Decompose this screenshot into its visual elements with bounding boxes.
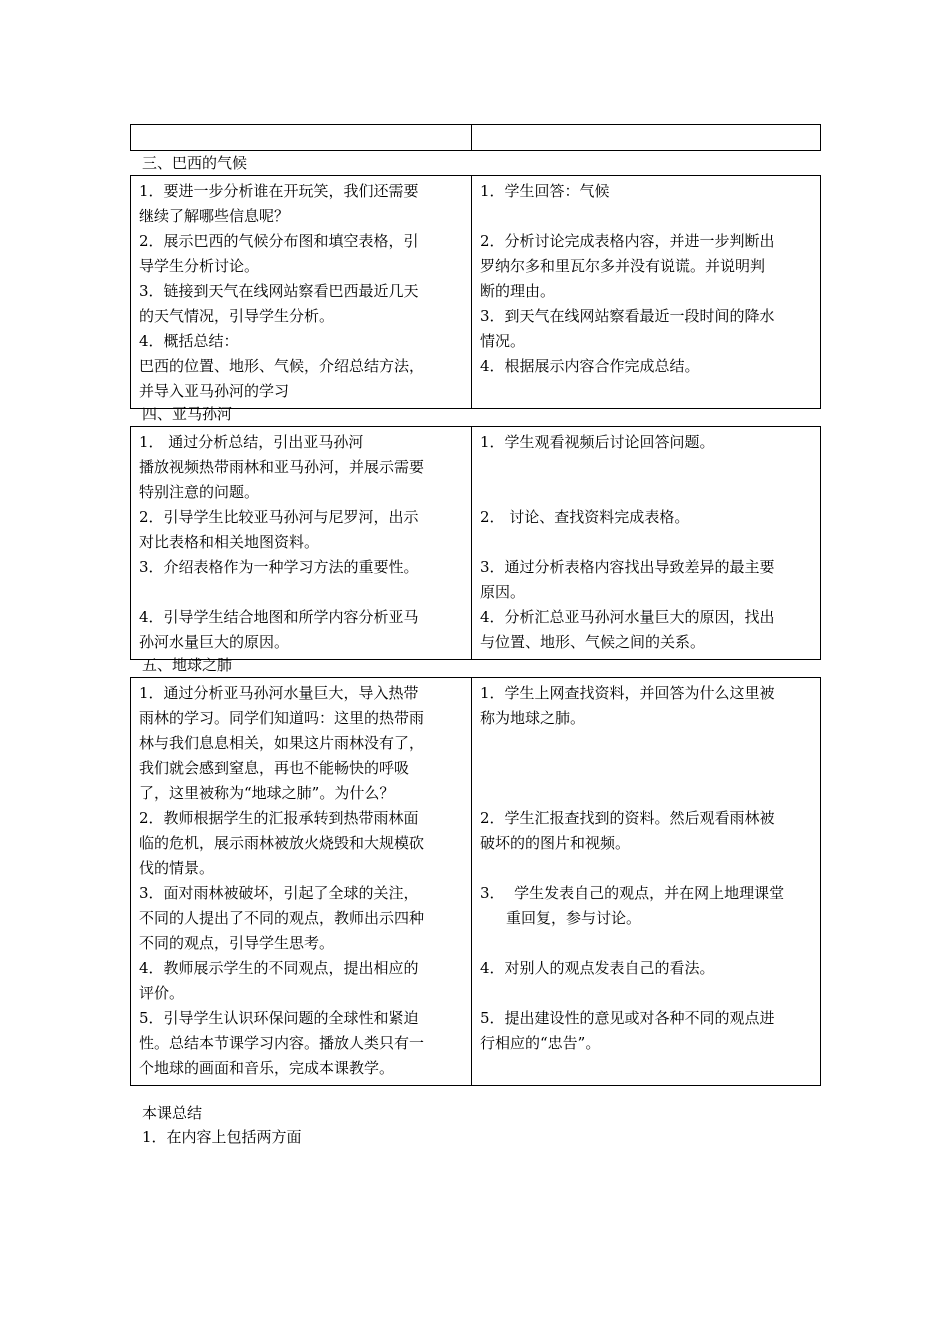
text-line: 1．通过分析亚马孙河水量巨大，导入热带: [139, 684, 419, 702]
text-line: 不同的观点，引导学生思考。: [139, 934, 335, 952]
text-line: 我们就会感到窒息，再也不能畅快的呼吸: [139, 759, 410, 777]
text-line: 2．展示巴西的气候分布图和填空表格，引: [139, 232, 419, 250]
table-row: [131, 176, 821, 409]
text-line: 称为地球之肺。: [480, 709, 586, 727]
text-line: 2．引导学生比较亚马孙河与尼罗河，出示: [139, 508, 419, 526]
text-line: 林与我们息息相关，如果这片雨林没有了，: [139, 734, 425, 752]
text-line: 的天气情况，引导学生分析。: [139, 307, 335, 325]
text-line: 2．学生汇报查找到的资料。然后观看雨林被: [480, 809, 775, 827]
text-line: 与位置、地形、气候之间的关系。: [480, 633, 706, 651]
text-line: 3．介绍表格作为一种学习方法的重要性。: [139, 558, 419, 576]
text-line: 1．学生观看视频后讨论回答问题。: [480, 433, 715, 451]
text-line: [139, 580, 465, 605]
text-line: 播放视频热带雨林和亚马孙河，并展示需要: [139, 458, 425, 476]
section-heading-amazon: 四、亚马孙河: [142, 405, 233, 423]
text-line: 性。总结本节课学习内容。播放人类只有一: [139, 1034, 425, 1052]
text-line: 不同的人提出了不同的观点，教师出示四种: [139, 909, 425, 927]
text-line: 2．分析讨论完成表格内容，并进一步判断出: [480, 232, 775, 250]
student-cell: [472, 176, 821, 409]
text-line: 2． 讨论、查找资料完成表格。: [480, 508, 690, 526]
text-line: 3．面对雨林被破坏，引起了全球的关注，: [139, 884, 419, 902]
text-line: 雨林的学习。同学们知道吗：这里的热带雨: [139, 709, 425, 727]
teacher-cell: [131, 678, 472, 1086]
summary-title: 本课总结: [142, 1104, 203, 1122]
text-line: 并导入亚马孙河的学习: [139, 382, 290, 400]
text-line: [480, 781, 814, 806]
section-heading-climate: 三、巴西的气候: [142, 154, 248, 172]
text-line: 破坏的的图片和视频。: [480, 834, 631, 852]
table-row: [131, 125, 821, 151]
text-line: 1． 通过分析总结，引出亚马孙河: [139, 433, 364, 451]
text-line: 3．链接到天气在线网站察看巴西最近几天: [139, 282, 419, 300]
text-line: 情况。: [480, 332, 526, 350]
section-heading-lung: 五、地球之肺: [142, 656, 233, 674]
teacher-cell: [131, 125, 472, 151]
text-line: [480, 756, 814, 781]
text-line: [480, 856, 814, 881]
text-line: [480, 530, 814, 555]
text-line: 4．对别人的观点发表自己的看法。: [480, 959, 715, 977]
student-cell: [472, 427, 821, 660]
text-line: 个地球的画面和音乐，完成本课教学。: [139, 1059, 395, 1077]
teacher-cell: [131, 427, 472, 660]
text-line: 特别注意的问题。: [139, 483, 260, 501]
text-line: 临的危机，展示雨林被放火烧毁和大规模砍: [139, 834, 425, 852]
text-line: 孙河水量巨大的原因。: [139, 633, 290, 651]
text-line: [480, 731, 814, 756]
text-line: 4．分析汇总亚马孙河水量巨大的原因，找出: [480, 608, 775, 626]
text-line: 评价。: [139, 984, 185, 1002]
table-row: [131, 427, 821, 660]
text-line: 伐的情景。: [139, 859, 215, 877]
text-line: 1．要进一步分析谁在开玩笑，我们还需要: [139, 182, 419, 200]
text-line: 罗纳尔多和里瓦尔多并没有说谎。并说明判: [480, 257, 766, 275]
text-line: [480, 204, 814, 229]
text-line: 2．教师根据学生的汇报承转到热带雨林面: [139, 809, 419, 827]
text-line: 1．学生上网查找资料，并回答为什么这里被: [480, 684, 775, 702]
text-line: 3．通过分析表格内容找出导致差异的最主要: [480, 558, 775, 576]
text-line: 3． 学生发表自己的观点，并在网上地理课堂: [480, 884, 785, 902]
text-line: 4．概括总结：: [139, 332, 239, 350]
student-cell: [472, 125, 821, 151]
text-line: 继续了解哪些信息呢？: [139, 207, 290, 225]
text-line: 1．学生回答：气候: [480, 182, 610, 200]
table-row: [131, 678, 821, 1086]
summary-line-1: 1．在内容上包括两方面: [142, 1128, 302, 1146]
teacher-cell: [131, 176, 472, 409]
text-line: 对比表格和相关地图资料。: [139, 533, 320, 551]
text-line: [480, 931, 814, 956]
text-line: 断的理由。: [480, 282, 556, 300]
text-line: 重回复，参与讨论。: [506, 909, 642, 927]
text-line: 行相应的“忠告”。: [480, 1034, 601, 1052]
text-line: [480, 455, 814, 480]
text-line: 3．到天气在线网站察看最近一段时间的降水: [480, 307, 775, 325]
text-line: 4．引导学生结合地图和所学内容分析亚马: [139, 608, 419, 626]
student-cell: [472, 678, 821, 1086]
text-line: 4．根据展示内容合作完成总结。: [480, 357, 700, 375]
table-amazon: [130, 426, 821, 660]
text-line: 了，这里被称为“地球之肺”。为什么？: [139, 784, 395, 802]
text-line: 4．教师展示学生的不同观点，提出相应的: [139, 959, 419, 977]
text-line: 巴西的位置、地形、气候，介绍总结方法，: [139, 357, 425, 375]
table-empty-top: [130, 124, 821, 151]
text-line: [480, 981, 814, 1006]
table-climate: [130, 175, 821, 409]
text-line: 导学生分析讨论。: [139, 257, 260, 275]
text-line: 5．提出建设性的意见或对各种不同的观点进: [480, 1009, 775, 1027]
text-line: 5．引导学生认识环保问题的全球性和紧迫: [139, 1009, 419, 1027]
text-line: [480, 480, 814, 505]
text-line: 原因。: [480, 583, 526, 601]
table-lung: [130, 677, 821, 1086]
